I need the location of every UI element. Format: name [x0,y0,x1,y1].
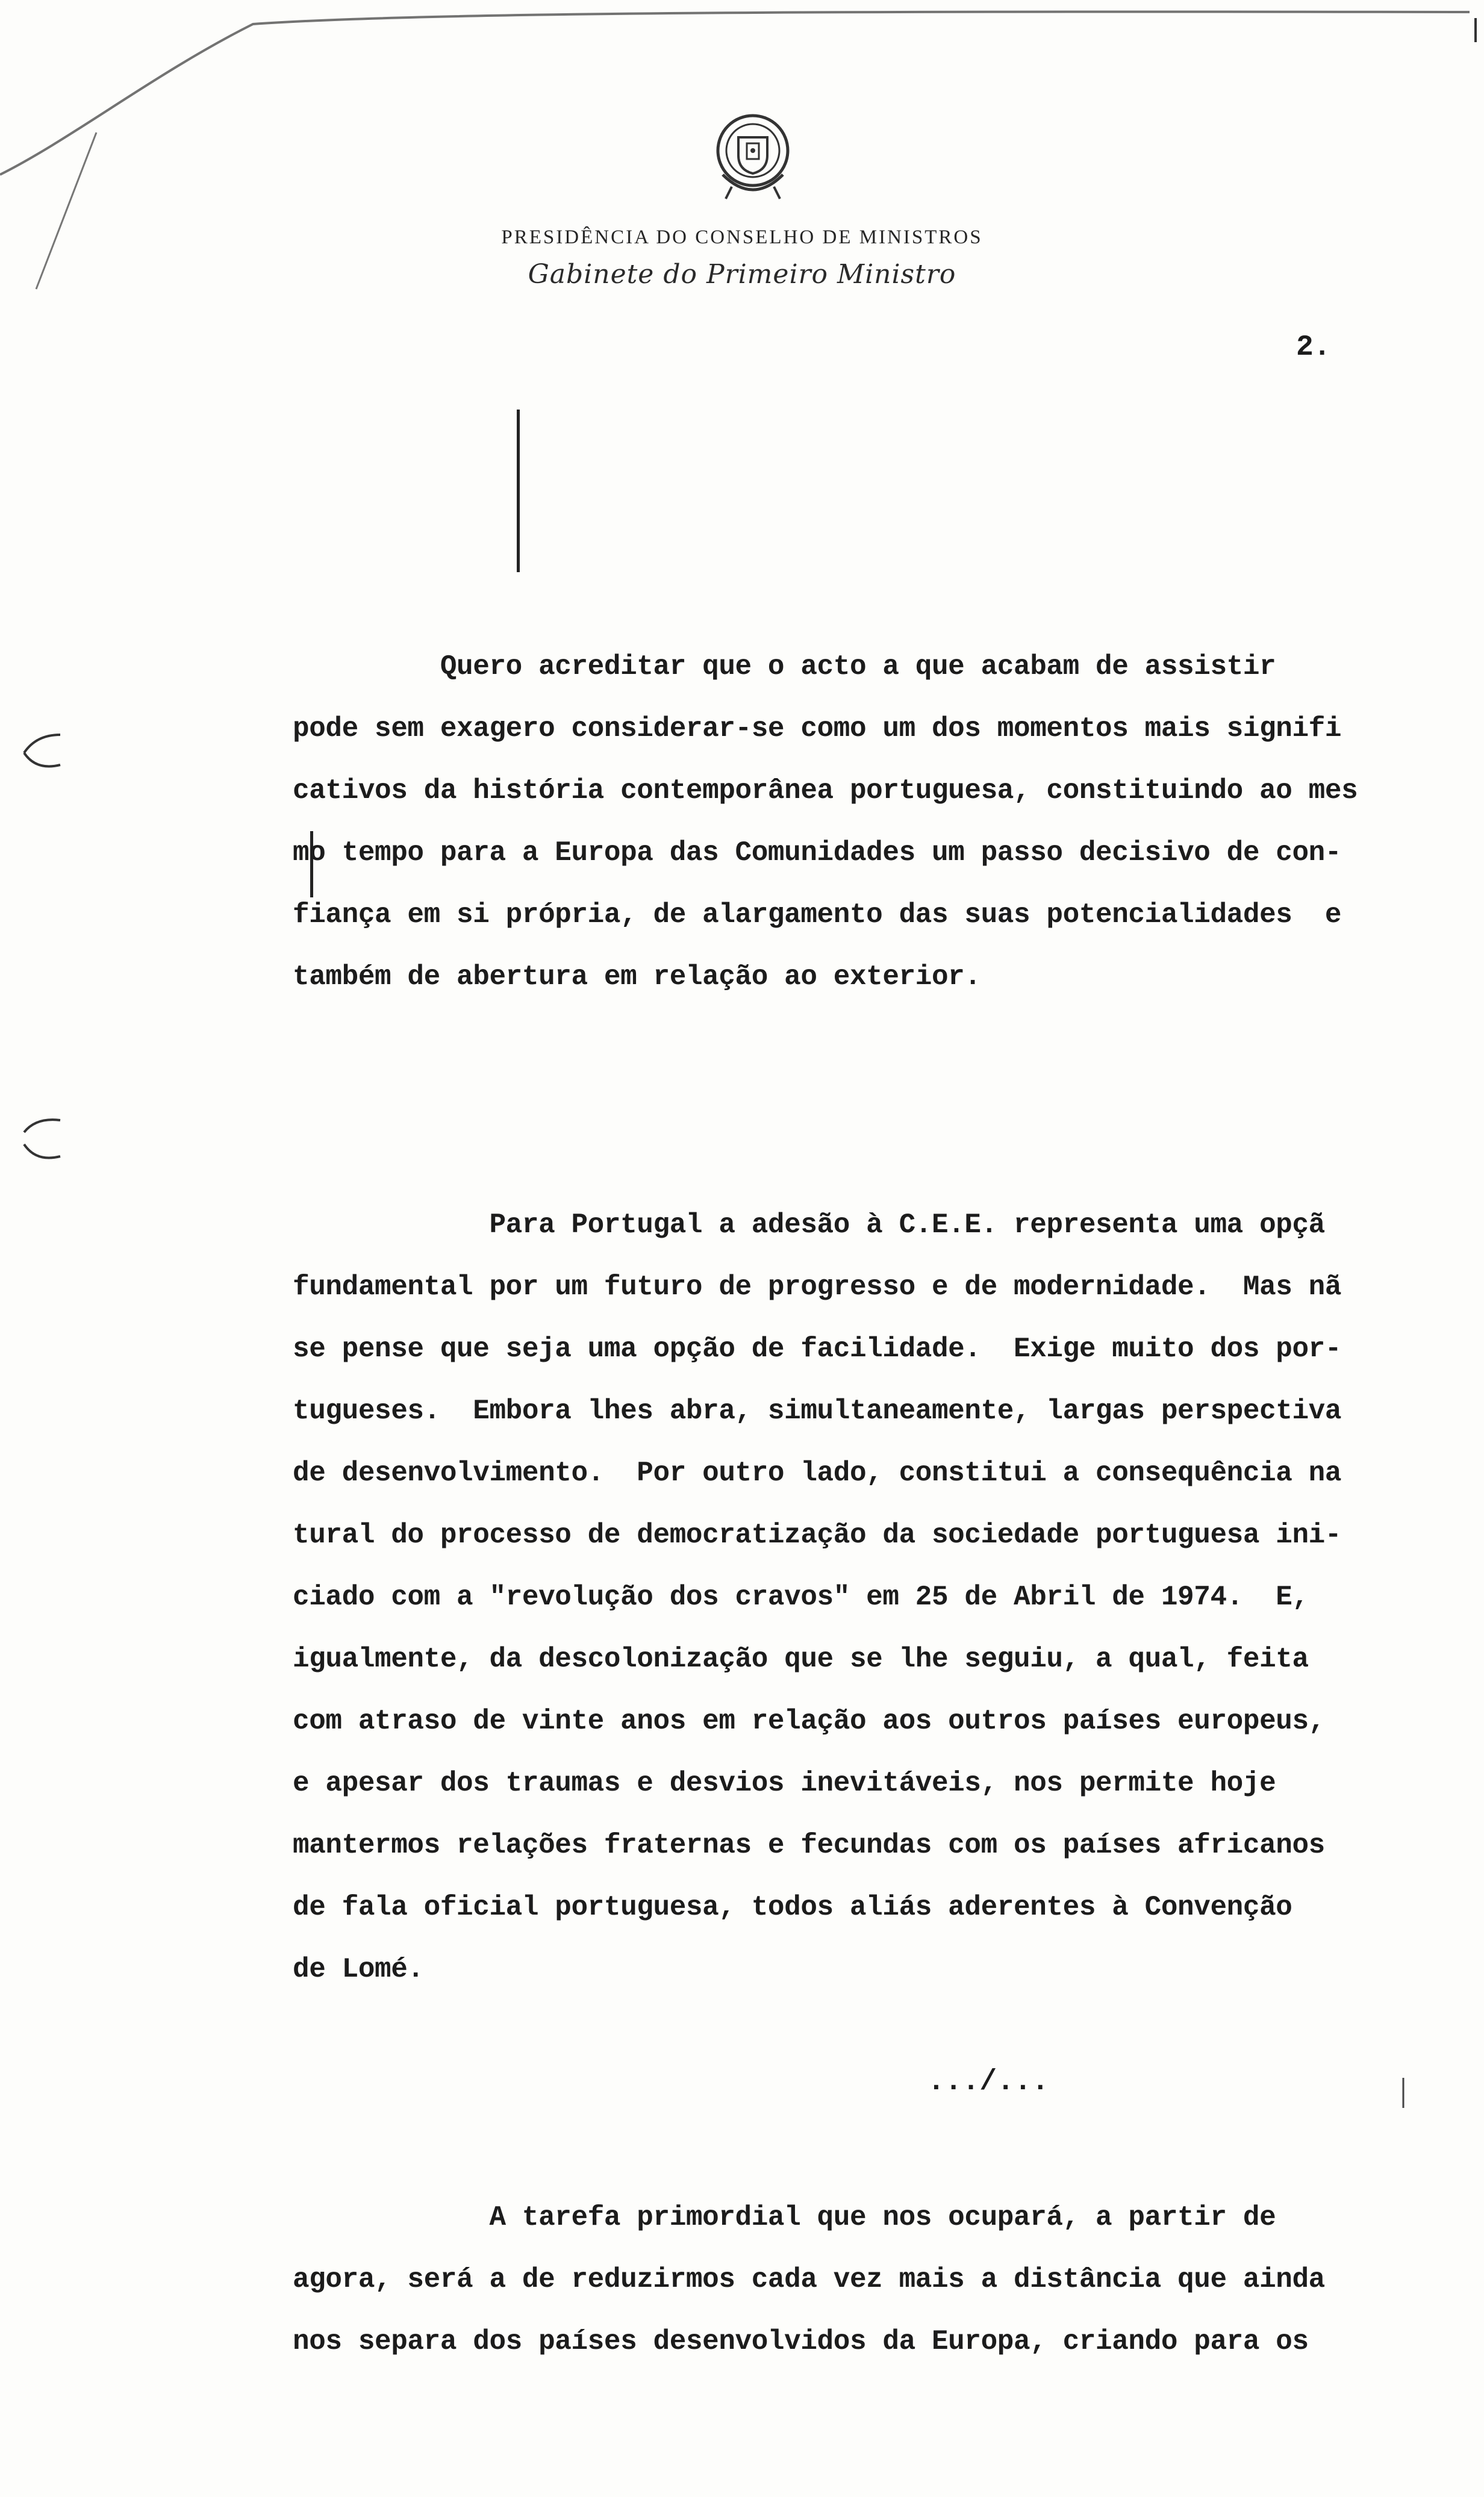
text-line: com atraso de vinte anos em relação aos outros países europeus, [293,1706,1325,1737]
body-text [293,512,1484,2497]
text-line: pode sem exagero considerar-se como um dos momentos mais signifi [293,713,1342,744]
text-line: se pense que seja uma opção de facilidade. Exige muito dos por- [293,1333,1342,1365]
text-line: A tarefa primordial que nos ocupará, a partir de [293,2202,1276,2233]
text-line: de Lomé. [293,1954,424,1985]
text-line: ciado com a "revolução dos cravos" em 25 de Abril de 1974. E, [293,1582,1309,1613]
text-line: Para Portugal a adesão à C.E.E. representa uma opçã [293,1209,1325,1241]
office-subheader: Gabinete do Primeiro Ministro [528,259,956,290]
text-line: cativos da história contemporânea portuguesa, constituindo ao mes [293,775,1358,806]
text-line: de fala oficial portuguesa, todos aliás aderentes à Convenção [293,1892,1292,1923]
institution-header: PRESIDÊNCIA DO CONSELHO DE MINISTROS [501,226,983,248]
paragraph [293,2187,1484,2373]
text-line: tural do processo de democratização da sociedade portuguesa ini- [293,1520,1342,1551]
text-line: de desenvolvimento. Por outro lado, constitui a consequência na [293,1457,1342,1489]
text-line: fundamental por um futuro de progresso e de modernidade. Mas nã [293,1271,1342,1303]
text-line: igualmente, da descolonização que se lhe seguiu, a qual, feita [293,1644,1309,1675]
text-line: mantermos relações fraternas e fecundas com os países africanos [293,1830,1325,1861]
continuation-mark: .../... [928,2066,1049,2098]
text-line: mo tempo para a Europa das Comunidades um passo decisivo de con- [293,837,1342,868]
page-number: 2. [1296,331,1331,364]
text-line: agora, será a de reduzirmos cada vez mais a distância que ainda [293,2264,1325,2295]
paragraph [293,636,1484,1008]
text-line: tugueses. Embora lhes abra, simultaneamente, largas perspectiva [293,1395,1342,1427]
portuguese-coat-of-arms-icon [699,102,807,211]
paragraph [293,1194,1484,2001]
text-line: também de abertura em relação ao exterior. [293,961,981,993]
text-line: nos separa dos países desenvolvidos da Europa, criando para os [293,2326,1309,2357]
text-line: fiança em si própria, de alargamento das suas potencialidades e [293,899,1342,931]
text-line: Quero acreditar que o acto a que acabam de assistir [293,651,1276,682]
text-line: e apesar dos traumas e desvios inevitáveis, nos permite hoje [293,1768,1276,1799]
